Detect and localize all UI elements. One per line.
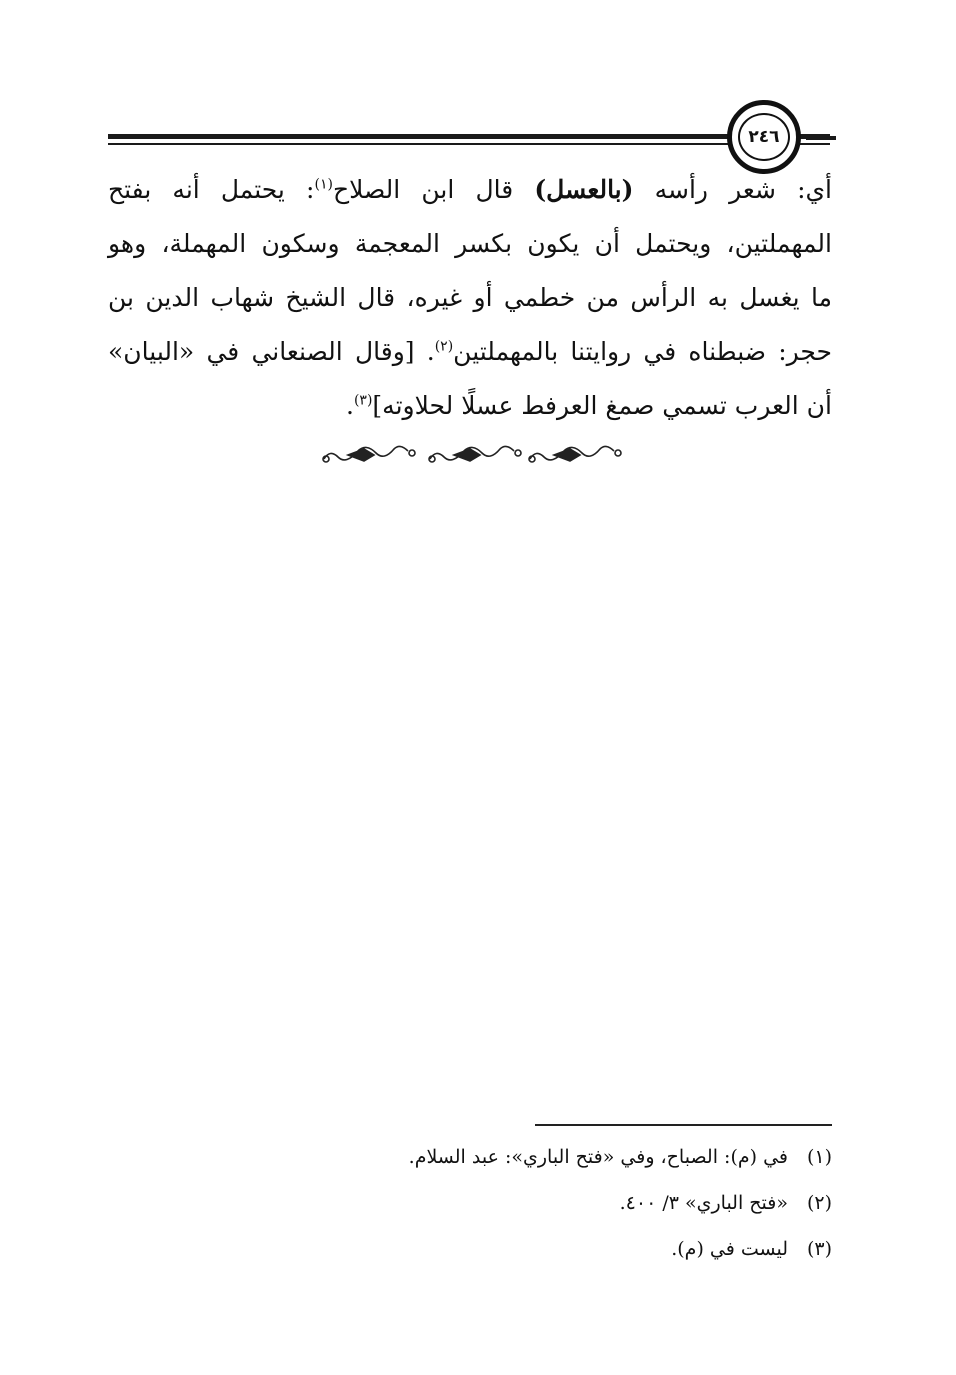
page-number-inner-ring xyxy=(738,113,790,161)
footnote-1 xyxy=(108,1138,832,1184)
body-line-4 xyxy=(108,325,832,379)
ornament-unit-1 xyxy=(323,446,415,462)
body-line-1-start: أي: شعر رأسه xyxy=(633,175,833,204)
body-line-5-end: . xyxy=(346,391,354,420)
page-number: ٢٤٦ xyxy=(748,127,780,147)
footnote-text-3: ليست في (م). xyxy=(671,1238,788,1260)
header-rule-end xyxy=(806,136,836,140)
footnote-2 xyxy=(108,1184,832,1230)
ornament-unit-2 xyxy=(429,446,521,462)
body-line-2: المهملتين، ويحتمل أن يكون بكسر المعجمة وسكون المهملة، وهو xyxy=(108,229,832,258)
footnote-ref-1: (١) xyxy=(314,176,333,193)
footnote-number-2: (٢) xyxy=(806,1192,832,1214)
header-rule-thick xyxy=(108,134,830,139)
body-line-4-start: حجر: ضبطناه في روايتنا بالمهملتين xyxy=(453,337,832,366)
body-line-1-middle: قال ابن الصلاح xyxy=(332,175,535,204)
body-line-5-start: أن العرب تسمي صمغ العرفط عسلًا لحلاوته] xyxy=(372,391,832,420)
footnotes xyxy=(108,1138,832,1276)
body-line-3: ما يغسل به الرأس من خطمي أو غيره، قال الشيخ شهاب الدين بن xyxy=(108,283,832,312)
footnote-ref-3: (٣) xyxy=(353,392,373,409)
body-text xyxy=(108,163,832,433)
footnote-number-3: (٣) xyxy=(806,1238,832,1260)
hadith-keyword: (بالعسل) xyxy=(534,175,634,204)
footnote-text-2: «فتح الباري» ٣/ ٤٠٠. xyxy=(619,1192,788,1214)
footnote-text-1: في (م): الصباح، وفي «فتح الباري»: عبد السلام. xyxy=(408,1146,788,1168)
body-line-5 xyxy=(108,379,832,433)
footnote-number-1: (١) xyxy=(806,1146,832,1168)
footnote-separator xyxy=(535,1124,832,1126)
body-line-1-end: : يحتمل أنه بفتح xyxy=(108,175,315,204)
footnote-3 xyxy=(108,1230,832,1276)
header-rule-thin xyxy=(108,143,830,145)
ornament-unit-3 xyxy=(529,446,621,462)
body-line-4-end: . [وقال الصنعاني في «البيان» xyxy=(108,337,435,366)
body-line-1 xyxy=(108,163,832,217)
footnote-ref-2: (٢) xyxy=(434,338,454,355)
section-ornament xyxy=(318,441,626,471)
